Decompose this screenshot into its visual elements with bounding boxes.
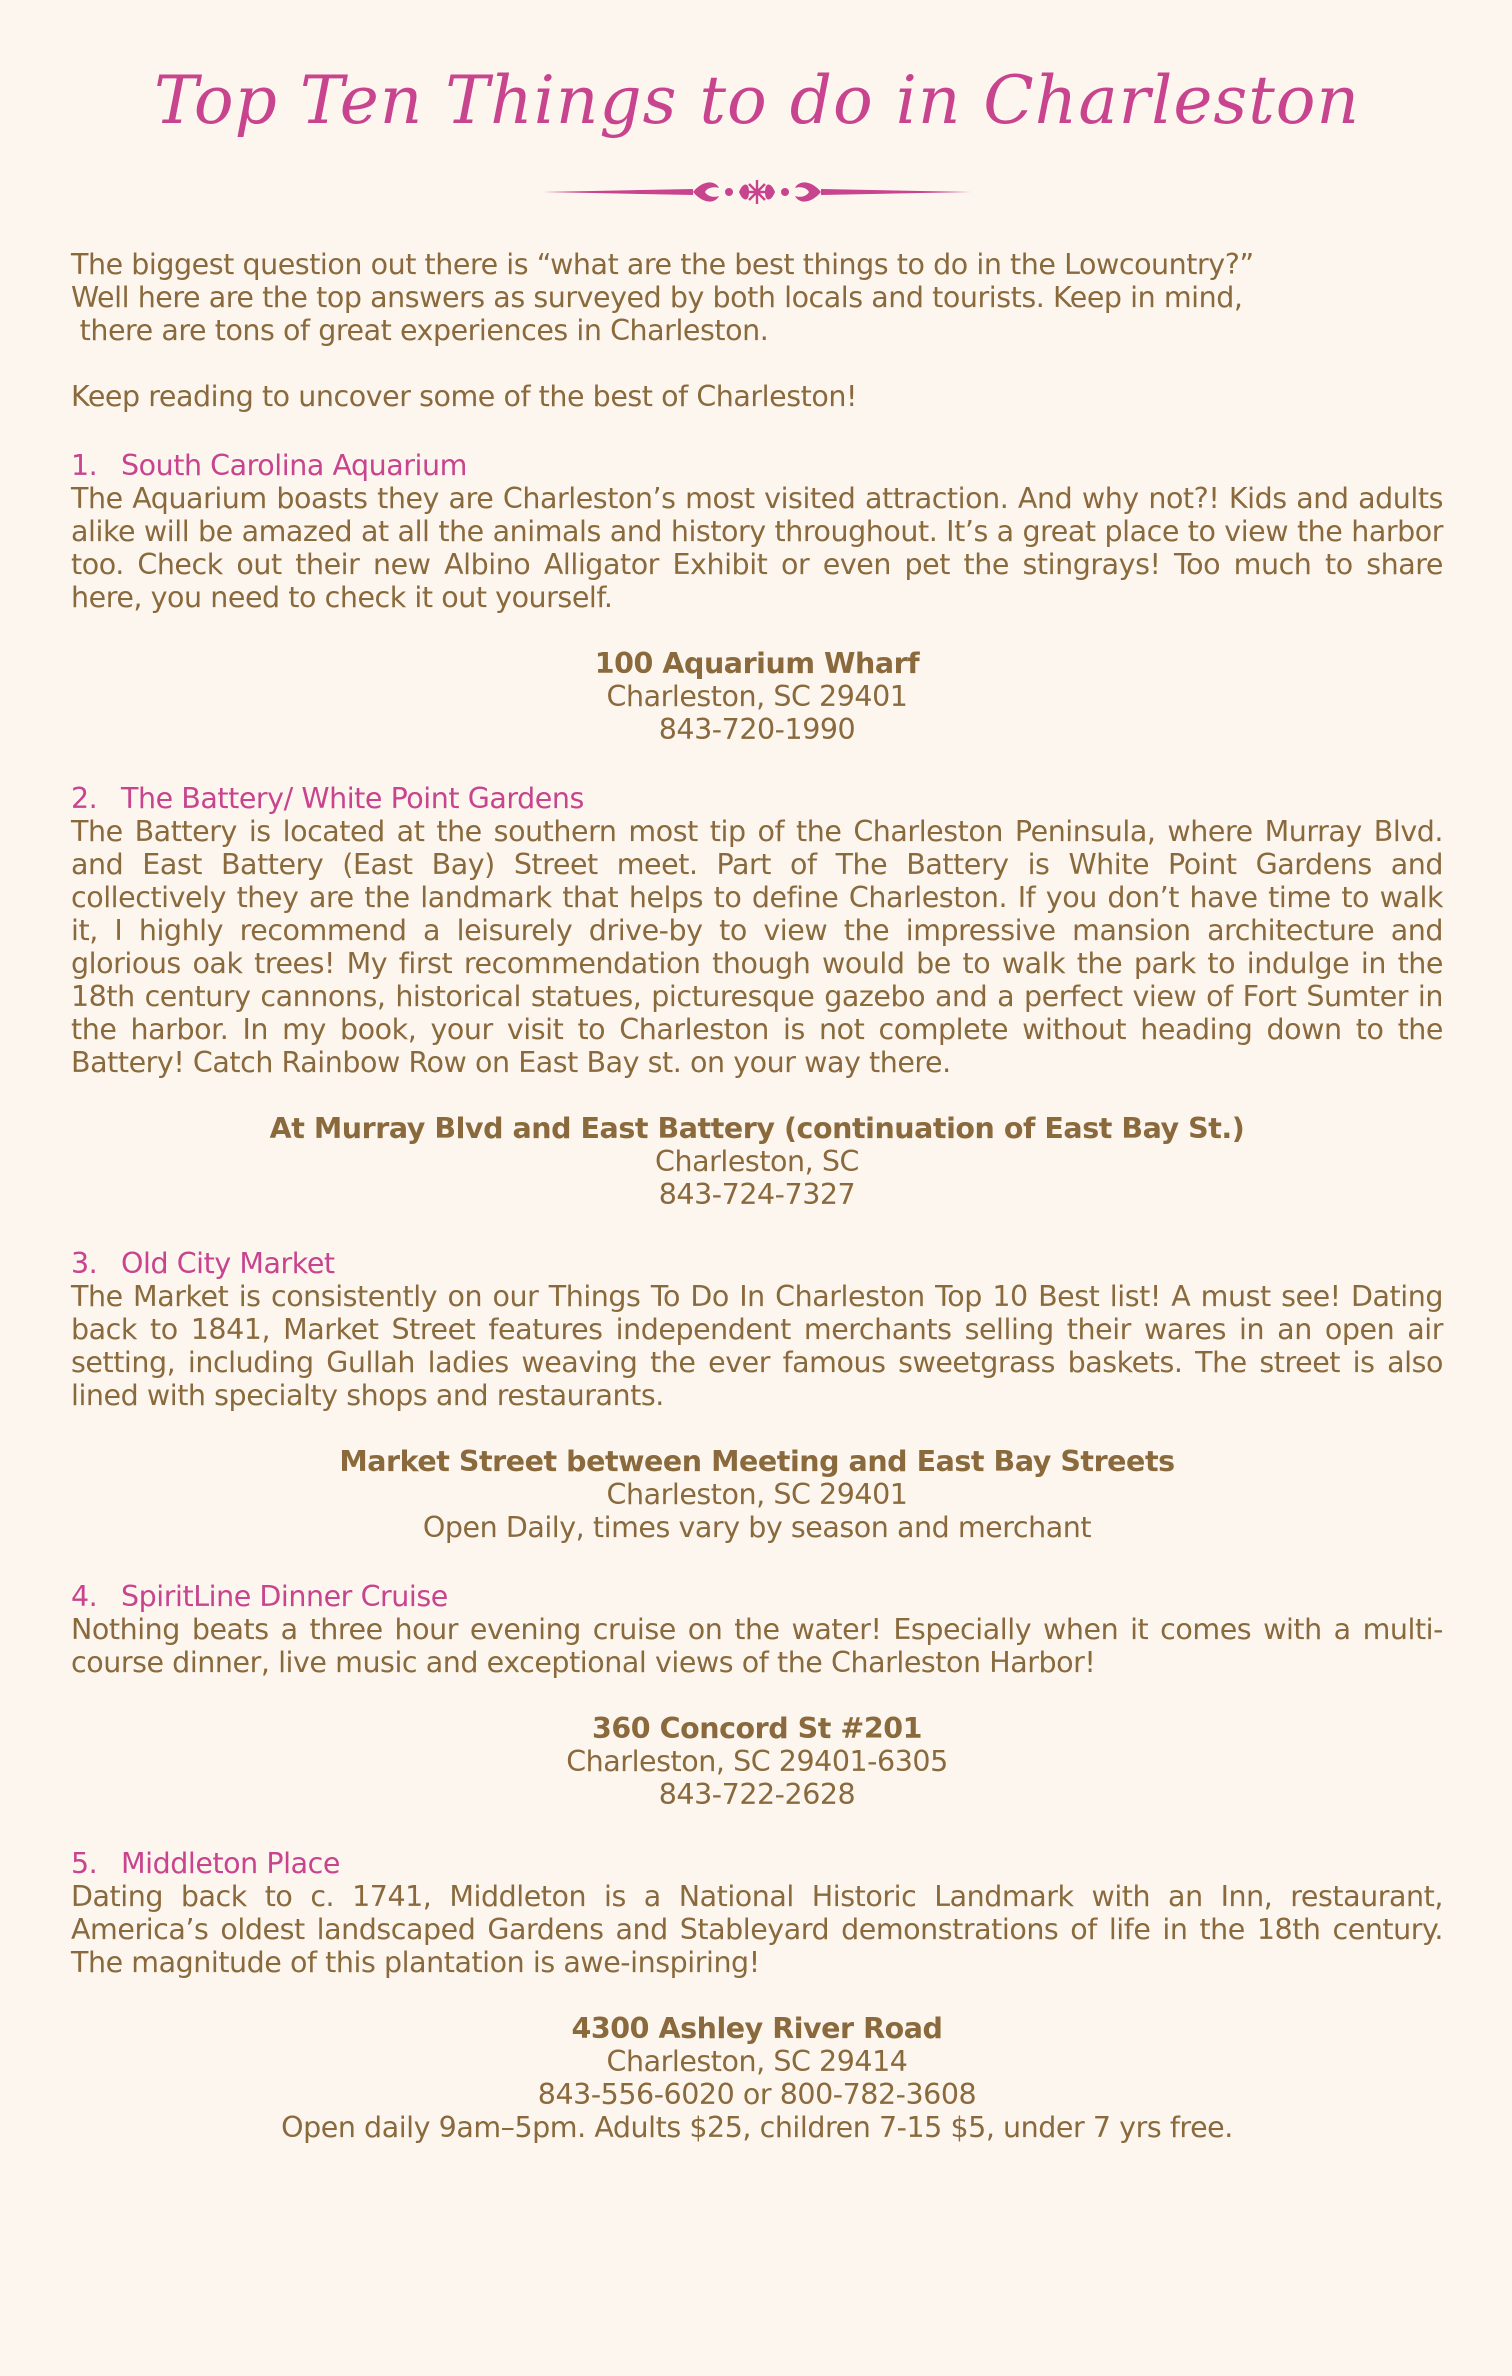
keep-reading-text: Keep reading to uncover some of the best of Charleston! xyxy=(71,380,857,413)
item-hours: Open Daily, times vary by season and merchant xyxy=(422,1511,1092,1544)
item-number: 5. xyxy=(71,1847,98,1880)
item-name: Old City Market xyxy=(121,1247,335,1280)
item-phone: 843-724-7327 xyxy=(658,1178,856,1211)
item-description: The Battery is located at the southern most tip of the Charleston Peninsula, where Murray Blvd. and East Battery (East Bay) Street meet. Part of The Battery is White Point Gardens and collectively they are the landmark that helps to define Charleston. If you don’t have time to walk it, I highly recommend a leisurely drive-by to view the impressive mansion architecture and glorious oak trees! My first recommendation though would be to walk the park to indulge in the 18th century cannons, historical statues, picturesque gazebo and a perfect view of Fort Sumter in the harbor. In my book, your visit to Charleston is not complete without heading down to the Battery! Catch Rainbow Row on East Bay st. on your way there. xyxy=(71,815,1443,1079)
item-heading xyxy=(71,1847,1443,1880)
item-hours: Open daily 9am–5pm. Adults $25, children 7-15 $5, under 7 yrs free. xyxy=(281,2111,1233,2144)
item-number: 3. xyxy=(71,1247,98,1280)
item-name: The Battery/ White Point Gardens xyxy=(121,782,584,815)
item-name: SpiritLine Dinner Cruise xyxy=(121,1580,448,1613)
page-title: Top Ten Things to do in Charleston xyxy=(153,62,1361,139)
flourish-divider-icon xyxy=(543,172,971,212)
item-description: The Market is consistently on our Things To Do In Charleston Top 10 Best list! A must see! Dating back to 1841, Market Street features independent merchants selling their wares in an open air setting, including Gullah ladies weaving the ever famous sweetgrass baskets. The street is also lined with specialty shops and restaurants. xyxy=(71,1280,1443,1412)
item-address-block xyxy=(71,1712,1443,1811)
item-street-address: 360 Concord St #201 xyxy=(592,1712,922,1745)
item-city: Charleston, SC 29401 xyxy=(606,1478,908,1511)
item-phone: 843-556-6020 or 800-782-3608 xyxy=(537,2078,977,2111)
item-street-address: 100 Aquarium Wharf xyxy=(594,647,920,680)
intro-line-3: there are tons of great experiences in Charleston. xyxy=(71,314,769,347)
intro-line-1: The biggest question out there is “what are the best things to do in the Lowcountry?” xyxy=(71,248,1254,281)
item-street-address: Market Street between Meeting and East Bay Streets xyxy=(339,1445,1175,1478)
item-city: Charleston, SC xyxy=(655,1145,859,1178)
item-street-address: At Murray Blvd and East Battery (continuation of East Bay St.) xyxy=(269,1112,1245,1145)
item-address-block xyxy=(71,1445,1443,1544)
item-name: Middleton Place xyxy=(121,1847,340,1880)
item-address-block xyxy=(71,2012,1443,2144)
item-number: 4. xyxy=(71,1580,98,1613)
item-name: South Carolina Aquarium xyxy=(121,449,467,482)
item-address-block xyxy=(71,1112,1443,1211)
item-heading xyxy=(71,449,1443,482)
item-street-address: 4300 Ashley River Road xyxy=(571,2012,943,2045)
item-description: Nothing beats a three hour evening cruise on the water! Especially when it comes with a multi-course dinner, live music and exceptional views of the Charleston Harbor! xyxy=(71,1613,1443,1679)
article-body xyxy=(71,248,1443,2144)
intro-line-2: Well here are the top answers as surveyed by both locals and tourists. Keep in mind, xyxy=(71,281,1243,314)
item-heading xyxy=(71,1580,1443,1613)
item-city: Charleston, SC 29414 xyxy=(606,2045,908,2078)
item-description: Dating back to c. 1741, Middleton is a National Historic Landmark with an Inn, restaurant, America’s oldest landscaped Gardens and Stableyard demonstrations of life in the 18th century. The magnitude of this plantation is awe-inspiring! xyxy=(71,1880,1443,1979)
item-city: Charleston, SC 29401-6305 xyxy=(566,1745,948,1778)
item-number: 1. xyxy=(71,449,98,482)
item-number: 2. xyxy=(71,782,98,815)
item-description: The Aquarium boasts they are Charleston’s most visited attraction. And why not?! Kids and adults alike will be amazed at all the animals and history throughout. It’s a great place to view the harbor too. Check out their new Albino Alligator Exhibit or even pet the stingrays! Too much to share here, you need to check it out yourself. xyxy=(71,482,1443,614)
item-heading xyxy=(71,1247,1443,1280)
item-phone: 843-720-1990 xyxy=(658,713,856,746)
item-phone: 843-722-2628 xyxy=(658,1778,856,1811)
item-city: Charleston, SC 29401 xyxy=(606,680,908,713)
item-address-block xyxy=(71,647,1443,746)
item-heading xyxy=(71,782,1443,815)
